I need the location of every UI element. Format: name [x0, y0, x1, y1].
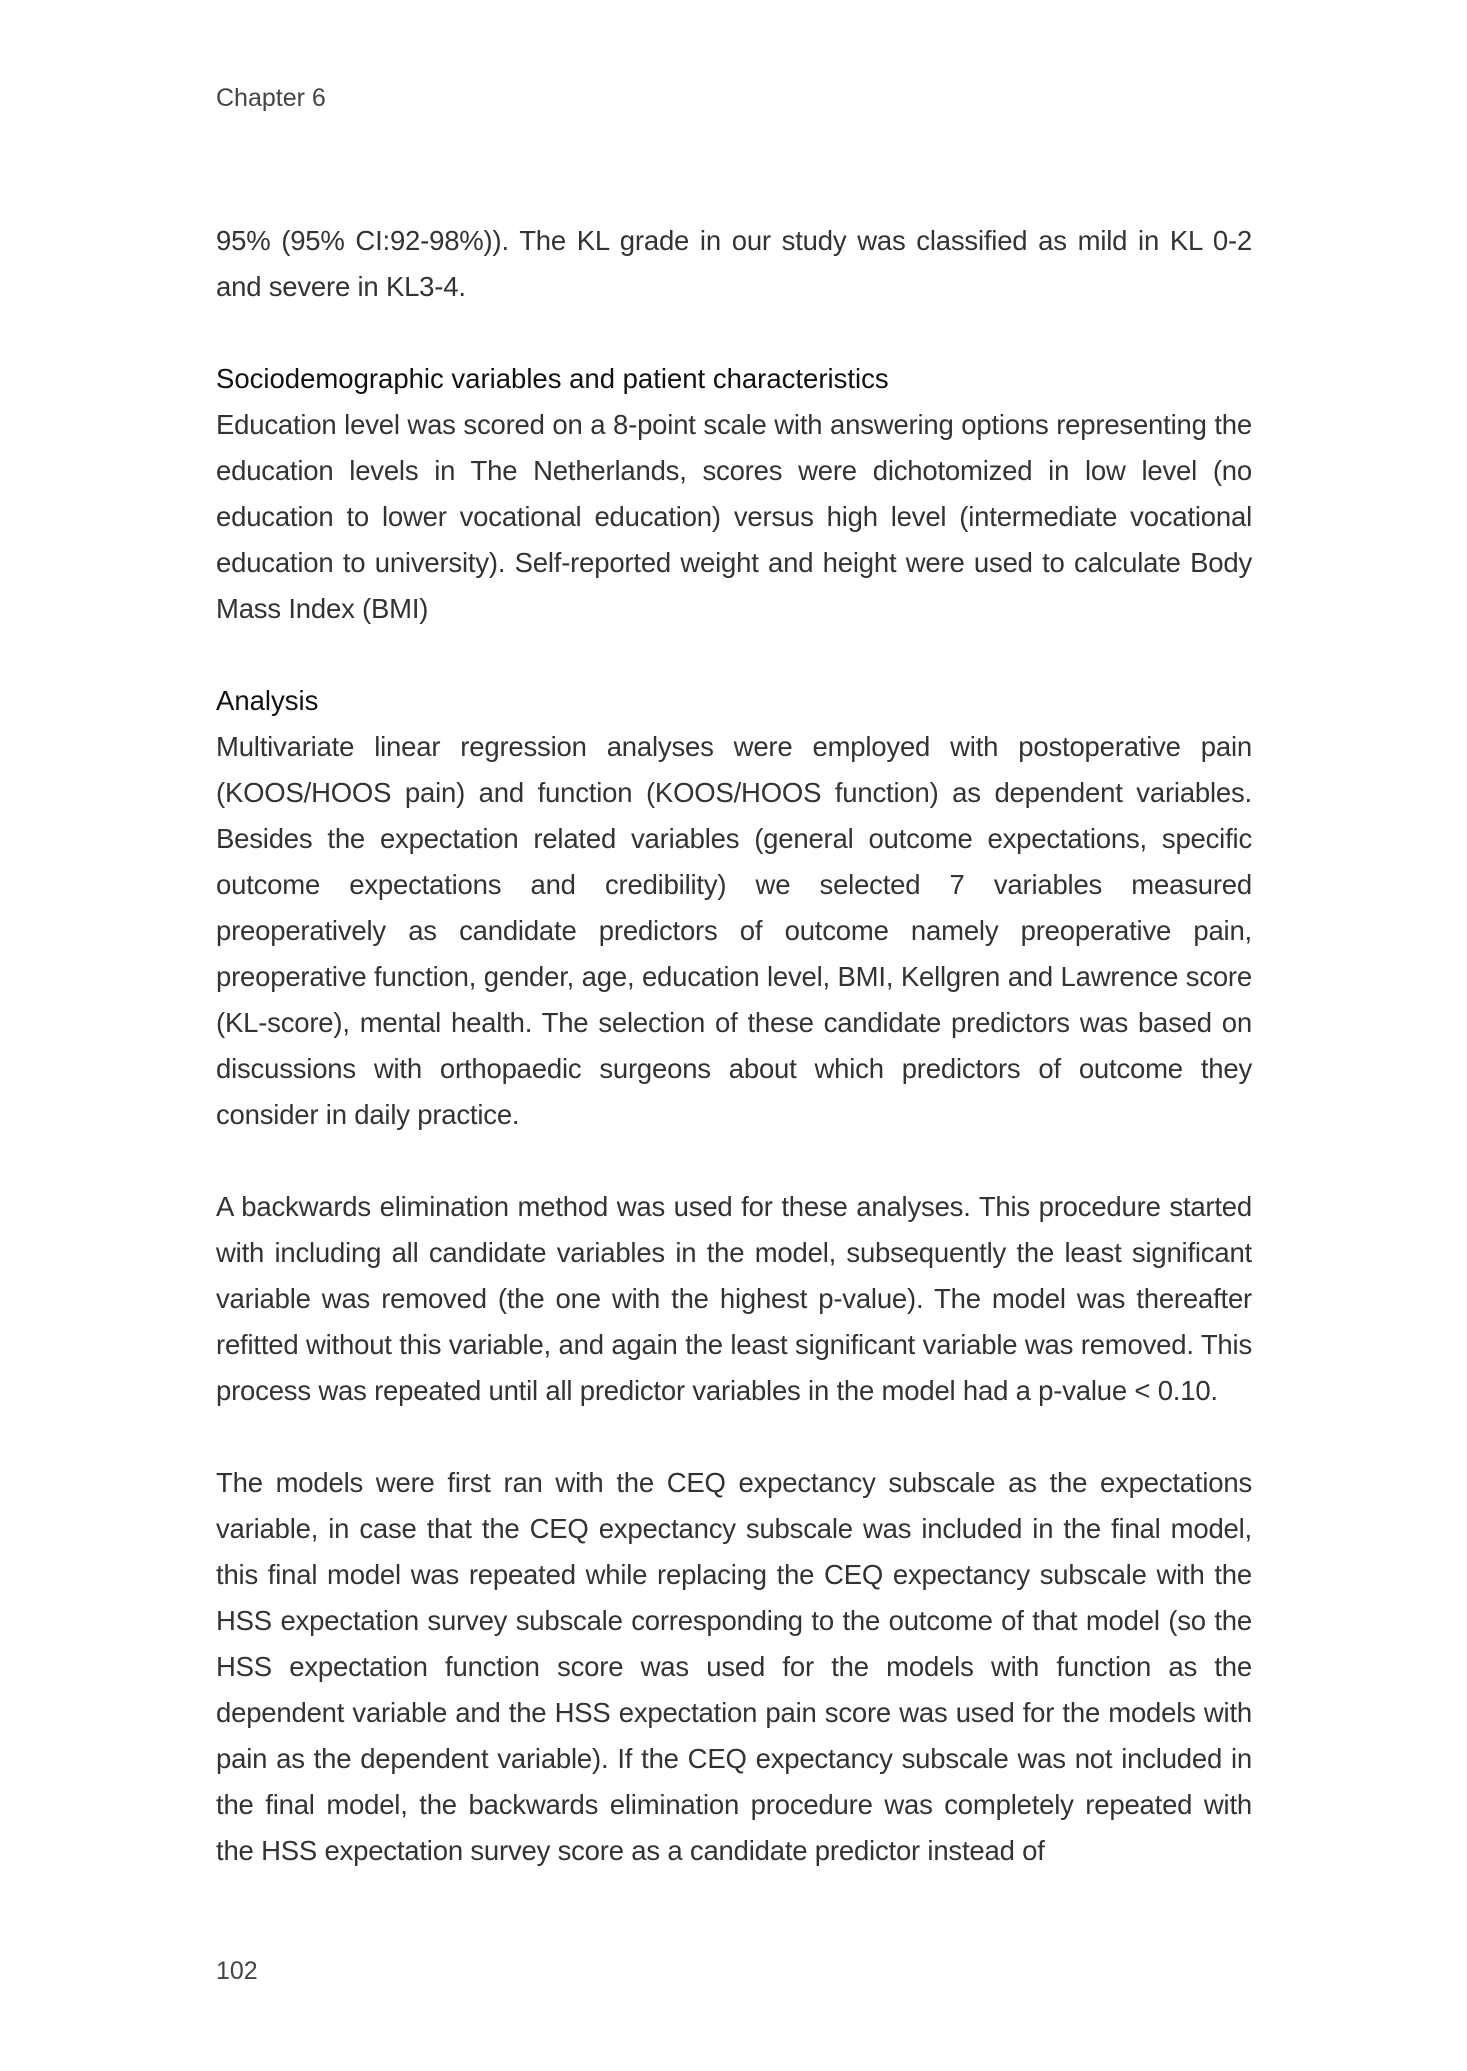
spacer — [216, 1138, 1252, 1184]
paragraph-4: A backwards elimination method was used for these analyses. This procedure started with including all candidate variables in the model, subsequently the least significant variable was removed (the one with the highest p-value). The model was thereafter refitted without this variable, and again the least significant variable was removed. This process was repeated until all predictor variables in the model had a p-value < 0.10. — [216, 1191, 1252, 1406]
spacer — [216, 632, 1252, 678]
body-text — [216, 218, 1252, 1874]
section-heading-sociodemographic: Sociodemographic variables and patient characteristics — [216, 363, 889, 394]
section-heading-analysis: Analysis — [216, 685, 319, 716]
paragraph-2: Education level was scored on a 8-point scale with answering options representing the education levels in The Netherlands, scores were dichotomized in low level (no education to lower vocational education) versus high level (intermediate vocational education to university). Self-reported weight and height were used to calculate Body Mass Index (BMI) — [216, 409, 1252, 624]
spacer — [216, 310, 1252, 356]
spacer — [216, 1414, 1252, 1460]
paragraph-3: Multivariate linear regression analyses were employed with postoperative pain (KOOS/HOOS pain) and function (KOOS/HOOS function) as dependent variables. Besides the expectation related variables (general outcome expectations, specific outcome expectations and credibility) we selected 7 variables measured preoperatively as candidate predictors of outcome namely preoperative pain, preoperative function, gender, age, education level, BMI, Kellgren and Lawrence score (KL-score), mental health. The selection of these candidate predictors was based on discussions with orthopaedic surgeons about which predictors of outcome they consider in daily practice. — [216, 731, 1252, 1130]
paragraph-5: The models were first ran with the CEQ expectancy subscale as the expectations variable, in case that the CEQ expectancy subscale was included in the final model, this final model was repeated while replacing the CEQ expectancy subscale with the HSS expectation survey subscale corresponding to the outcome of that model (so the HSS expectation function score was used for the models with function as the dependent variable and the HSS expectation pain score was used for the models with pain as the dependent variable). If the CEQ expectancy subscale was not included in the final model, the backwards elimination procedure was completely repeated with the HSS expectation survey score as a candidate predictor instead of — [216, 1467, 1252, 1866]
paragraph-1: 95% (95% CI:92-98%)). The KL grade in our study was classified as mild in KL 0-2 and severe in KL3-4. — [216, 225, 1252, 302]
running-head: Chapter 6 — [216, 84, 326, 112]
page-number: 102 — [216, 1957, 258, 1985]
